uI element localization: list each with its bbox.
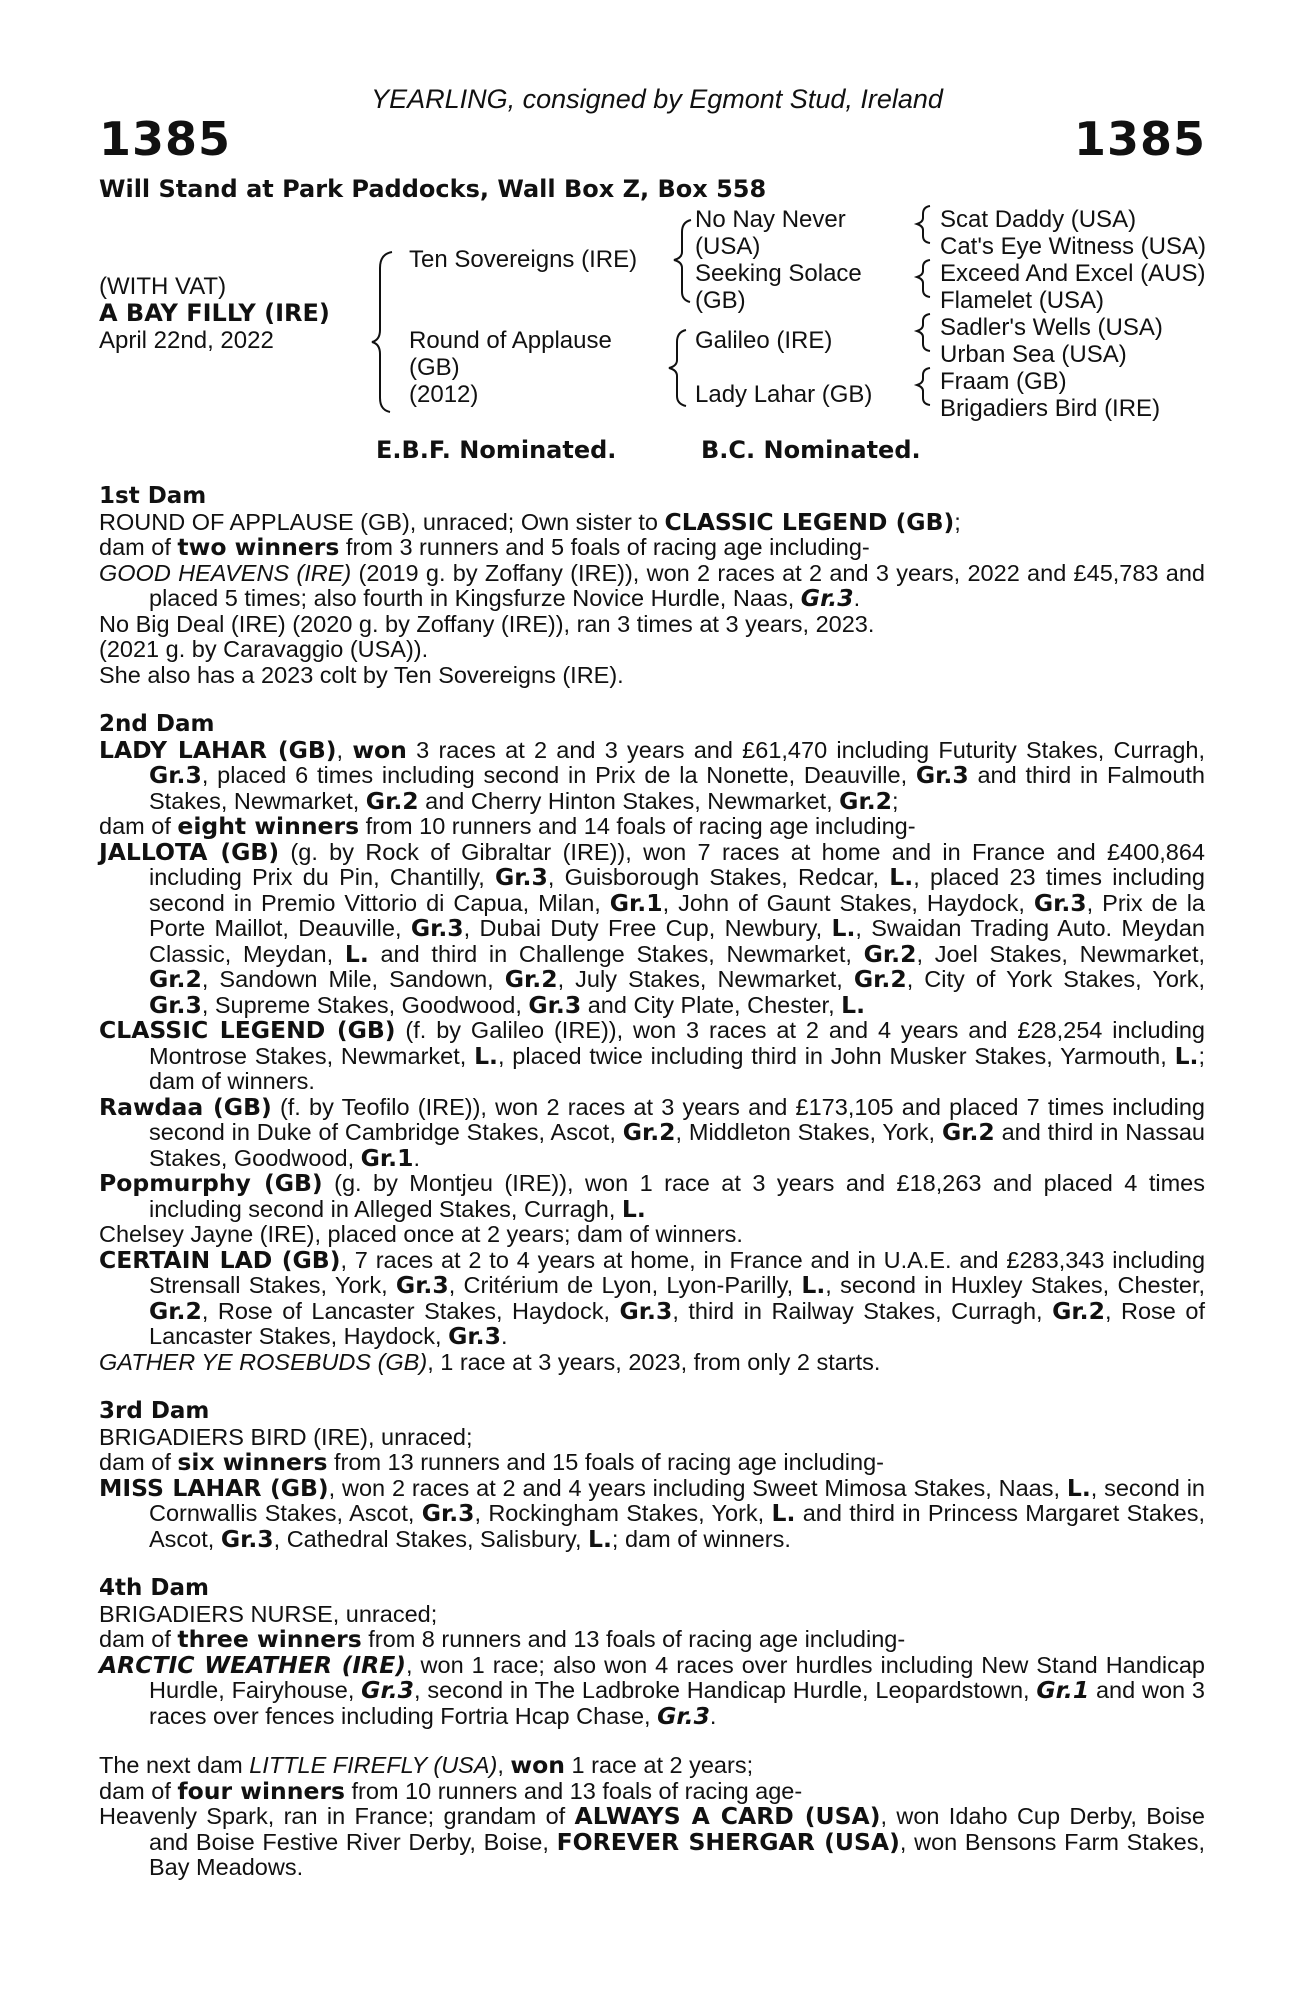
ggs-1: Scat Daddy (USA) [940, 206, 1137, 233]
second-dam-section: 2nd Dam LADY LAHAR (GB), won 3 races at 2 and 3 years and £61,470 including Futurity Stakes, Curragh, Gr.3, placed 6 times including second in Prix de la Nonette, Deauville, Gr.3 and third in Falmouth Stakes, Newmarket, Gr.2 and Cherry Hinton Stakes, Newmarket, Gr.2; dam of eight winners from 10 runners and 14 foals of racing age including- JALLOTA (GB) (g. by Rock of Gibraltar (IRE)), won 7 races at home and in France and £400,864 including Prix du Pin, Chantilly, Gr.3, Guisborough Stakes, Redcar, L., placed 23 times including second in Premio Vittorio di Capua, Milan, Gr.1, John of Gaunt Stakes, Haydock, Gr.3, Prix de la Porte Maillot, Deauville, Gr.3, Dubai Duty Free Cup, Newbury, L., Swaidan Trading Auto. Meydan Classic, Meydan, L. and third in Challenge Stakes, Newmarket, Gr.2, Joel Stakes, Newmarket, Gr.2, Sandown Mile, Sandown, Gr.2, July Stakes, Newmarket, Gr.2, City of York Stakes, York, Gr.3, Supreme Stakes, Goodwood, Gr.3 and City Plate, Chester, L. CLASSIC LEGEND (GB) (f. by Galileo (IRE)), won 3 races at 2 and 4 years and £28,254 including Montrose Stakes, Newmarket, L., placed twice including third in John Musker Stakes, Yarmouth, L.; dam of winners. Rawdaa (GB) (f. by Teofilo (IRE)), won 2 races at 3 years and £173,105 and placed 7 times including second in Duke of Cambridge Stakes, Ascot, Gr.2, Middleton Stakes, York, Gr.2 and third in Nassau Stakes, Goodwood, Gr.1. Popmurphy (GB) (g. by Montjeu (IRE)), won 1 race at 3 years and £18,263 and placed 4 times including second in Alleged Stakes, Curragh, L. Chelsey Jayne (IRE), placed once at 2 years; dam of winners. CERTAIN LAD (GB), 7 races at 2 to 4 years at home, in France and in U.A.E. and £283,343 including Strensall Stakes, York, Gr.3, Critérium de Lyon, Lyon-Parilly, L., second in Huxley Stakes, Chester, Gr.2, Rose of Lancaster Stakes, Haydock, Gr.3, third in Railway Stakes, Curragh, Gr.2, Rose of Lancaster Stakes, Haydock, Gr.3. GATHER YE ROSEBUDS (GB), 1 race at 3 years, 2023, from only 2 starts. [99, 711, 1206, 1375]
third-dam-section: 3rd Dam BRIGADIERS BIRD (IRE), unraced; dam of six winners from 13 runners and 15 foals of racing age including- MISS LAHAR (GB), won 2 races at 2 and 4 years including Sweet Mimosa Stakes, Naas, L., second in Cornwallis Stakes, Ascot, Gr.3, Rockingham Stakes, York, L. and third in Princess Margaret Stakes, Ascot, Gr.3, Cathedral Stakes, Salisbury, L.; dam of winners. [99, 1398, 1205, 1553]
section-heading: 1st Dam [99, 483, 207, 509]
lot-number-left: 1385 [99, 112, 232, 166]
dam-line-2: (GB) [409, 354, 460, 381]
bc-nominated: B.C. Nominated. [701, 436, 921, 464]
dams-dam: Lady Lahar (GB) [695, 381, 873, 408]
foaling-date: April 22nd, 2022 [99, 327, 274, 354]
next-dam-section: The next dam LITTLE FIREFLY (USA), won 1 race at 2 years; dam of four winners from 10 runners and 13 foals of racing age- Heavenly Spark, ran in France; grandam of ALWAYS A CARD (USA), won Idaho Cup Derby, Boise and Boise Festive River Derby, Boise, FOREVER SHERGAR (USA), won Bensons Farm Stakes, Bay Meadows. [99, 1751, 1205, 1880]
section-heading: 2nd Dam [99, 711, 215, 737]
ggs-4: Flamelet (USA) [940, 287, 1105, 314]
lot-number-right: 1385 [1073, 112, 1206, 166]
dam-line-1: Round of Applause [409, 327, 612, 354]
pedigree-notes [99, 484, 1205, 1881]
dams-sire: Galileo (IRE) [695, 327, 833, 354]
ggs-2: Cat's Eye Witness (USA) [940, 233, 1206, 260]
ggs-6: Urban Sea (USA) [940, 341, 1127, 368]
section-heading: 3rd Dam [99, 1398, 210, 1424]
ggs-5: Sadler's Wells (USA) [940, 314, 1163, 341]
sires-sire-1: No Nay Never [695, 206, 846, 233]
box-location: Will Stand at Park Paddocks, Wall Box Z, Box 558 [99, 175, 767, 203]
fourth-dam-section: 4th Dam BRIGADIERS NURSE, unraced; dam of three winners from 8 runners and 13 foals of racing age including- ARCTIC WEATHER (IRE), won 1 race; also won 4 races over hurdles including New Stand Handicap Hurdle, Fairyhouse, Gr.3, second in The Ladbroke Handicap Hurdle, Leopardstown, Gr.1 and won 3 races over fences including Fortria Hcap Chase, Gr.3. [99, 1575, 1205, 1730]
ebf-nominated: E.B.F. Nominated. [376, 436, 617, 464]
sires-dam-1: Seeking Solace [695, 260, 862, 287]
ggs-7: Fraam (GB) [940, 368, 1067, 395]
first-dam-section: 1st Dam ROUND OF APPLAUSE (GB), unraced; Own sister to CLASSIC LEGEND (GB); dam of two winners from 3 runners and 5 foals of racing age including- GOOD HEAVENS (IRE) (2019 g. by Zoffany (IRE)), won 2 races at 2 and 3 years, 2022 and £45,783 and placed 5 times; also fourth in Kingsfurze Novice Hurdle, Naas, Gr.3. No Big Deal (IRE) (2020 g. by Zoffany (IRE)), ran 3 times at 3 years, 2023. (2021 g. by Caravaggio (USA)). She also has a 2023 colt by Ten Sovereigns (IRE). [99, 483, 1205, 688]
sire: Ten Sovereigns (IRE) [409, 246, 638, 273]
consignor-line: YEARLING, consigned by Egmont Stud, Ireland [371, 84, 943, 114]
section-heading: 4th Dam [99, 1575, 209, 1601]
horse-name: A BAY FILLY (IRE) [99, 299, 330, 327]
ggs-3: Exceed And Excel (AUS) [940, 260, 1206, 287]
sires-dam-2: (GB) [695, 287, 746, 314]
dam-line-3: (2012) [409, 381, 479, 408]
sires-sire-2: (USA) [695, 233, 761, 260]
ggs-8: Brigadiers Bird (IRE) [940, 395, 1161, 422]
vat-note: (WITH VAT) [99, 273, 227, 300]
